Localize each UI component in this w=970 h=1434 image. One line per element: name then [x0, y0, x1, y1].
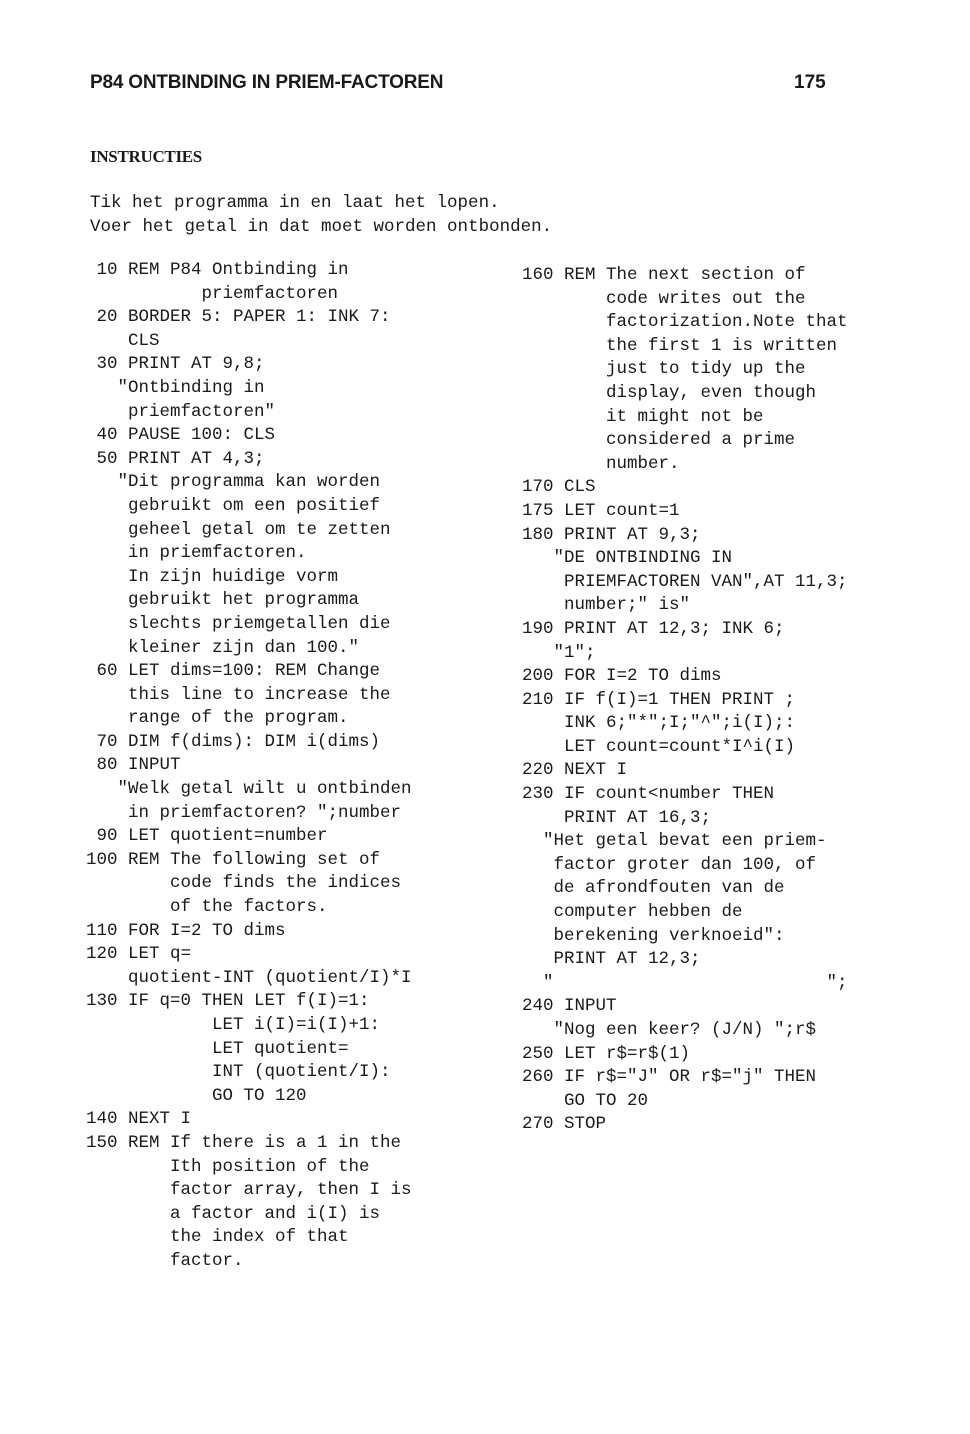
code-line: 240 INPUT — [522, 996, 617, 1017]
code-line: 30 PRINT AT 9,8; — [86, 354, 265, 375]
code-line: 10 REM P84 Ontbinding in — [86, 260, 349, 280]
code-line: "Welk getal wilt u ontbinden — [86, 779, 412, 800]
chapter-title: P84 ONTBINDING IN PRIEM-FACTOREN — [90, 72, 444, 93]
code-line: 250 LET r$=r$(1) — [522, 1043, 691, 1064]
code-line: 190 PRINT AT 12,3; INK 6; — [522, 618, 785, 639]
page-number: 175 — [794, 72, 826, 93]
code-line: 140 NEXT I — [86, 1109, 192, 1130]
code-line: priemfactoren" — [86, 401, 276, 422]
instruction-line: Voer het getal in dat moet worden ontbonden. — [90, 216, 553, 237]
program-listing-right-column — [522, 264, 848, 1137]
code-line: PRINT AT 12,3; — [522, 949, 701, 970]
code-line: 150 REM If there is a 1 in the — [86, 1132, 402, 1153]
code-line: "Dit programma kan worden — [86, 472, 381, 493]
code-line: 70 DIM f(dims): DIM i(dims) — [86, 731, 381, 752]
code-line: 230 IF count<number THEN — [522, 784, 775, 805]
code-line: gebruikt het programma — [86, 590, 360, 611]
code-line: factorization.Note that — [522, 312, 848, 333]
code-line: of the factors. — [86, 897, 328, 918]
code-line: "1"; — [522, 642, 596, 663]
code-line: 170 CLS — [522, 477, 596, 498]
code-line: LET quotient= — [86, 1038, 349, 1059]
code-line: a factor and i(I) is — [86, 1203, 381, 1224]
code-line: display, even though — [522, 382, 817, 403]
code-line: 90 LET quotient=number — [86, 826, 328, 847]
code-line: number. — [522, 453, 680, 474]
code-line: LET i(I)=i(I)+1: — [86, 1015, 381, 1035]
section-heading: INSTRUCTIES — [90, 147, 202, 166]
code-line: 20 BORDER 5: PAPER 1: INK 7: — [86, 307, 391, 328]
code-line: GO TO 120 — [86, 1085, 307, 1106]
code-line: it might not be — [522, 406, 764, 427]
code-line: 160 REM The next section of — [522, 265, 806, 285]
code-line: " "; — [522, 972, 848, 993]
code-line: factor groter dan 100, of — [522, 854, 817, 875]
instruction-line: Tik het programma in en laat het lopen. — [90, 193, 500, 213]
instructions-text — [90, 192, 552, 239]
code-line: de afrondfouten van de — [522, 878, 785, 899]
code-line: 40 PAUSE 100: CLS — [86, 425, 276, 446]
code-line: 270 STOP — [522, 1114, 607, 1135]
code-line: in priemfactoren. — [86, 543, 307, 564]
code-line: 175 LET count=1 — [522, 500, 680, 521]
code-line: factor. — [86, 1250, 244, 1271]
code-line: 130 IF q=0 THEN LET f(I)=1: — [86, 991, 370, 1012]
code-line: "DE ONTBINDING IN — [522, 548, 733, 569]
code-line: 210 IF f(I)=1 THEN PRINT ; — [522, 689, 796, 710]
code-line: "Nog een keer? (J/N) ";r$ — [522, 1020, 817, 1040]
code-line: 100 REM The following set of — [86, 849, 381, 870]
code-line: "Het getal bevat een priem- — [522, 831, 827, 852]
code-line: 110 FOR I=2 TO dims — [86, 920, 286, 941]
code-line: 200 FOR I=2 TO dims — [522, 666, 722, 687]
code-line: slechts priemgetallen die — [86, 613, 391, 634]
program-listing-left-column — [86, 259, 412, 1274]
code-line: geheel getal om te zetten — [86, 519, 391, 540]
code-line: in priemfactoren? ";number — [86, 802, 402, 823]
code-line: PRINT AT 16,3; — [522, 807, 712, 828]
code-line: "Ontbinding in — [86, 377, 265, 398]
code-line: considered a prime — [522, 430, 796, 451]
code-line: 260 IF r$="J" OR r$="j" THEN — [522, 1067, 817, 1088]
code-line: 50 PRINT AT 4,3; — [86, 448, 265, 469]
code-line: GO TO 20 — [522, 1090, 649, 1111]
code-line: 180 PRINT AT 9,3; — [522, 524, 701, 545]
code-line: 80 INPUT — [86, 755, 181, 776]
code-line: quotient-INT (quotient/I)*I — [86, 967, 412, 988]
code-line: 60 LET dims=100: REM Change — [86, 661, 381, 682]
code-line: INK 6;"*";I;"^";i(I);: — [522, 713, 796, 734]
code-line: gebruikt om een positief — [86, 495, 381, 516]
code-line: LET count=count*I^i(I) — [522, 736, 796, 757]
code-line: In zijn huidige vorm — [86, 566, 339, 587]
code-line: 220 NEXT I — [522, 760, 628, 781]
code-line: PRIEMFACTOREN VAN",AT 11,3; — [522, 571, 848, 592]
code-line: priemfactoren — [86, 283, 339, 304]
code-line: factor array, then I is — [86, 1180, 412, 1201]
code-line: INT (quotient/I): — [86, 1062, 391, 1083]
code-line: just to tidy up the — [522, 359, 806, 380]
code-line: kleiner zijn dan 100." — [86, 637, 360, 658]
code-line: number;" is" — [522, 595, 691, 616]
code-line: computer hebben de — [522, 902, 743, 923]
code-line: range of the program. — [86, 708, 349, 729]
code-line: the first 1 is written — [522, 335, 838, 356]
code-line: CLS — [86, 330, 160, 351]
code-line: berekening verknoeid": — [522, 925, 785, 946]
code-line: code writes out the — [522, 288, 806, 309]
code-line: code finds the indices — [86, 873, 402, 894]
code-line: Ith position of the — [86, 1156, 370, 1177]
code-line: 120 LET q= — [86, 944, 192, 965]
code-line: this line to increase the — [86, 684, 391, 705]
code-line: the index of that — [86, 1227, 349, 1248]
